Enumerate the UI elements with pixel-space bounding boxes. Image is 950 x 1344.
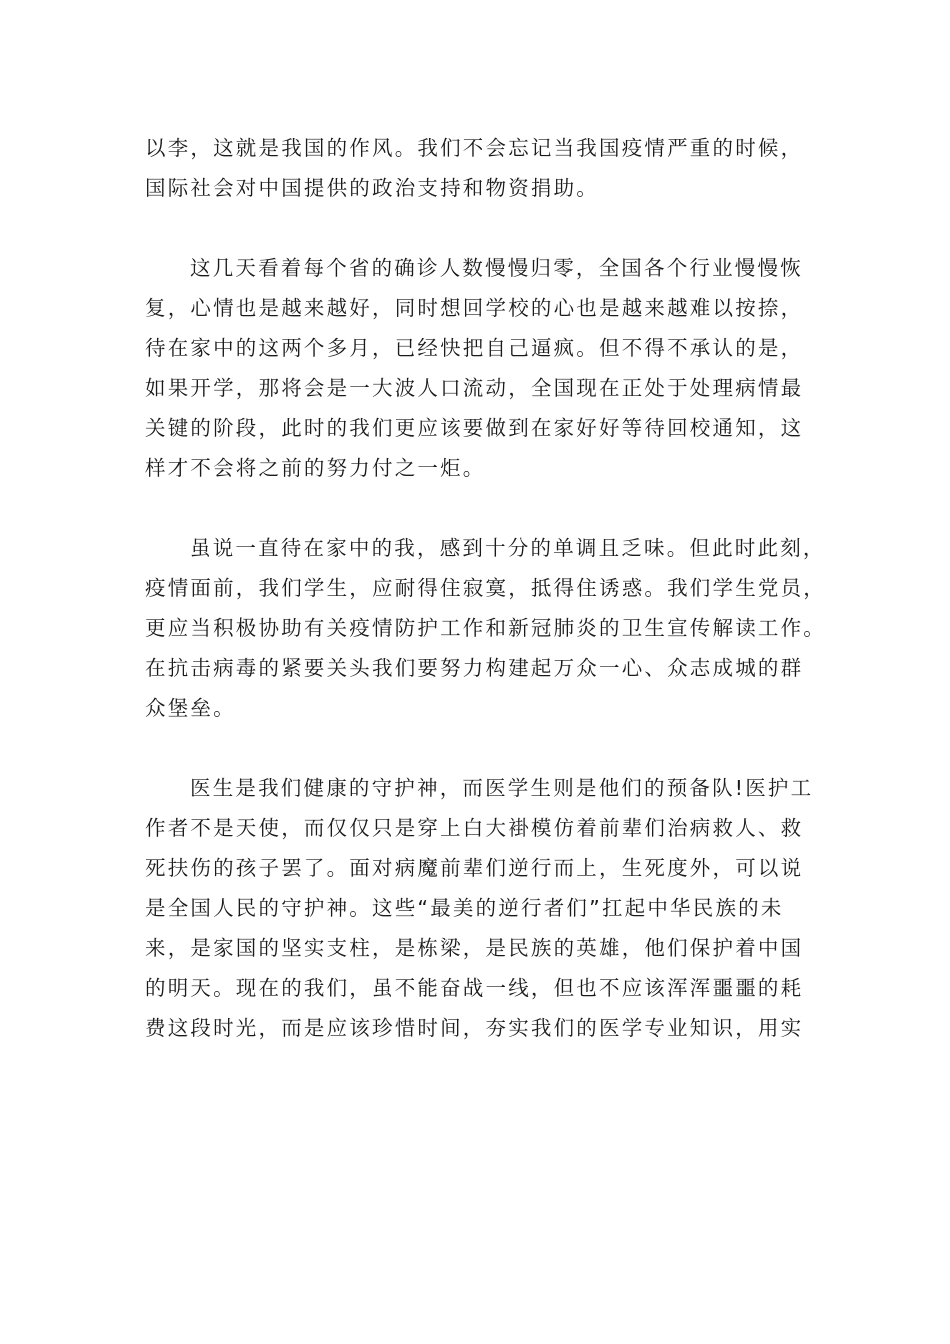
- text-line: 虽说一直待在家中的我，感到十分的单调且乏味。但此时此刻，: [190, 536, 826, 560]
- text-line: 费这段时光，而是应该珍惜时间，夯实我们的医学专业知识，用实: [145, 1016, 804, 1040]
- paragraph-4: [145, 768, 814, 1048]
- text-line: 样才不会将之前的努力付之一炬。: [145, 456, 486, 480]
- text-line: 医生是我们健康的守护神，而医学生则是他们的预备队!医护工: [190, 776, 814, 800]
- document-body: [145, 128, 826, 1088]
- text-line: 待在家中的这两个多月，已经快把自己逼疯。但不得不承认的是，: [145, 336, 804, 360]
- text-line: 疫情面前，我们学生，应耐得住寂寞，抵得住诱惑。我们学生党员，: [145, 576, 826, 600]
- text-line: 国际社会对中国提供的政治支持和物资捐助。: [145, 176, 599, 200]
- text-line: 的明天。现在的我们，虽不能奋战一线，但也不应该浑浑噩噩的耗: [145, 976, 804, 1000]
- text-line: 作者不是天使，而仅仅只是穿上白大褂模仿着前辈们治病救人、救: [145, 816, 804, 840]
- text-line: 是全国人民的守护神。这些“最美的逆行者们”扛起中华民族的未: [145, 896, 784, 920]
- text-line: 如果开学，那将会是一大波人口流动，全国现在正处于处理病情最: [145, 376, 804, 400]
- text-line: 来，是家国的坚实支柱，是栋梁，是民族的英雄，他们保护着中国: [145, 936, 804, 960]
- text-line: 关键的阶段，此时的我们更应该要做到在家好好等待回校通知，这: [145, 416, 804, 440]
- text-line: 死扶伤的孩子罢了。面对病魔前辈们逆行而上，生死度外，可以说: [145, 856, 804, 880]
- text-line: 在抗击病毒的紧要关头我们要努力构建起万众一心、众志成城的群: [145, 656, 804, 680]
- paragraph-2: [145, 248, 810, 488]
- text-line: 复，心情也是越来越好，同时想回学校的心也是越来越难以按捺，: [145, 296, 804, 320]
- text-line: 以李，这就是我国的作风。我们不会忘记当我国疫情严重的时候，: [145, 136, 804, 160]
- paragraph-3: [145, 528, 826, 728]
- text-line: 更应当积极协助有关疫情防护工作和新冠肺炎的卫生宣传解读工作。: [145, 616, 826, 640]
- text-line: 众堡垒。: [145, 696, 236, 720]
- paragraph-1: [145, 128, 810, 208]
- text-line: 这几天看着每个省的确诊人数慢慢归零，全国各个行业慢慢恢: [190, 256, 803, 280]
